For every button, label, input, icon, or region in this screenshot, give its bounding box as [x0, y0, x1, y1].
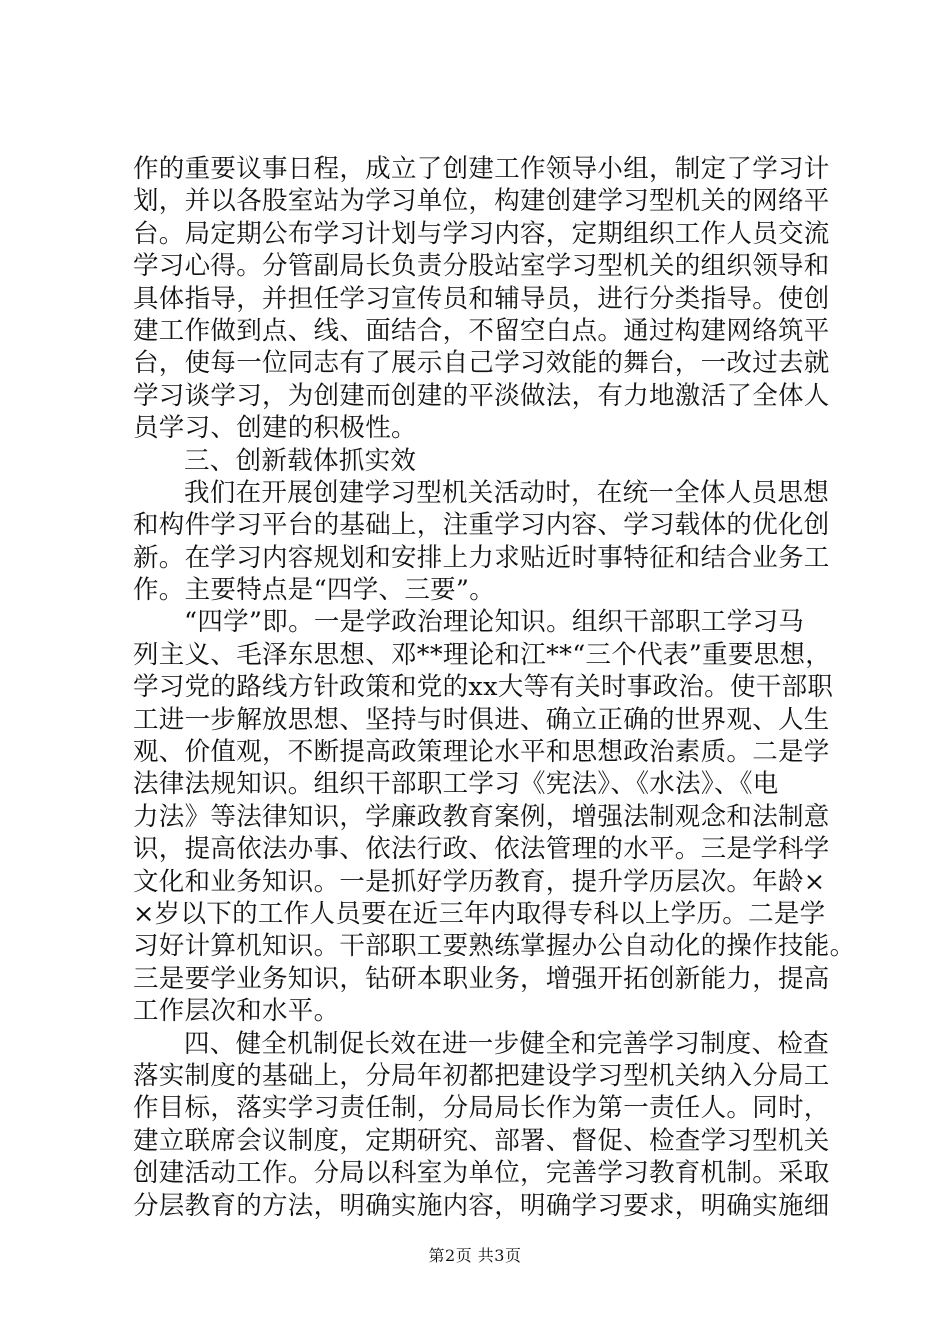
text-line: 工进一步解放思想、坚持与时俱进、确立正确的世界观、人生: [133, 704, 830, 735]
text-line: 作的重要议事日程，成立了创建工作领导小组，制定了学习计: [133, 154, 830, 184]
text-line: 习好计算机知识。干部职工要熟练掌握办公自动化的操作技能。: [133, 931, 856, 962]
text-line: “四学”即。一是学政治理论知识。组织干部职工学习马: [184, 607, 805, 638]
page-number-footer: 第2页 共3页: [428, 1246, 522, 1265]
text-line: 观、价值观，不断提高政策理论水平和思想政治素质。二是学: [133, 737, 830, 768]
text-line: 和构件学习平台的基础上，注重学习内容、学习载体的优化创: [133, 510, 830, 541]
text-line: 具体指导，并担任学习宣传员和辅导员，进行分类指导。使创: [133, 283, 830, 314]
text-line: 工作层次和水平。: [133, 996, 340, 1027]
text-line: 力法》等法律知识，学廉政教育案例，增强法制观念和法制意: [133, 801, 830, 832]
text-line: 法律法规知识。组织干部职工学习《宪法》、《水法》、《电: [133, 769, 779, 800]
text-line: 划，并以各股室站为学习单位，构建创建学习型机关的网络平: [133, 186, 830, 217]
text-line: 分层教育的方法，明确实施内容，明确学习要求，明确实施细: [133, 1190, 830, 1221]
text-line: 新。在学习内容规划和安排上力求贴近时事特征和结合业务工: [133, 542, 830, 573]
text-line: 员学习、创建的积极性。: [133, 413, 417, 444]
text-line: 落实制度的基础上，分局年初都把建设学习型机关纳入分局工: [133, 1060, 830, 1091]
text-line: 作目标，落实学习责任制，分局局长作为第一责任人。同时，: [133, 1093, 830, 1124]
text-line: 台，使每一位同志有了展示自己学习效能的舞台，一改过去就: [133, 348, 830, 379]
text-line: 文化和业务知识。一是抓好学历教育，提升学历层次。年龄×: [133, 866, 826, 897]
text-line: 识，提高依法办事、依法行政、依法管理的水平。三是学科学: [133, 834, 830, 865]
text-line: 作。主要特点是“四学、三要”。: [133, 575, 496, 606]
text-line: 我们在开展创建学习型机关活动时，在统一全体人员思想: [184, 477, 830, 508]
text-line: 列主义、毛泽东思想、邓**理论和江**“三个代表”重要思想，: [133, 639, 832, 670]
text-line: 创建活动工作。分局以科室为单位，完善学习教育机制。采取: [133, 1158, 830, 1189]
document-body: [133, 153, 856, 1222]
text-line: 建立联席会议制度，定期研究、部署、督促、检查学习型机关: [133, 1125, 830, 1156]
text-line: 建工作做到点、线、面结合，不留空白点。通过构建网络筑平: [133, 315, 830, 346]
text-line: 学习党的路线方针政策和党的xx大等有关时事政治。使干部职: [133, 672, 834, 703]
section-heading: 三、创新载体抓实效: [184, 445, 417, 476]
text-line: 台。局定期公布学习计划与学习内容，定期组织工作人员交流: [133, 218, 830, 249]
text-line: 学习谈学习，为创建而创建的平淡做法，有力地激活了全体人: [133, 380, 830, 411]
text-line: 学习心得。分管副局长负责分股站室学习型机关的组织领导和: [133, 251, 830, 282]
text-line: 三是要学业务知识，钻研本职业务，增强开拓创新能力，提高: [133, 963, 830, 994]
section-heading: 四、健全机制促长效在进一步健全和完善学习制度、检查: [184, 1028, 830, 1059]
text-line: ×岁以下的工作人员要在近三年内取得专科以上学历。二是学: [133, 898, 826, 929]
